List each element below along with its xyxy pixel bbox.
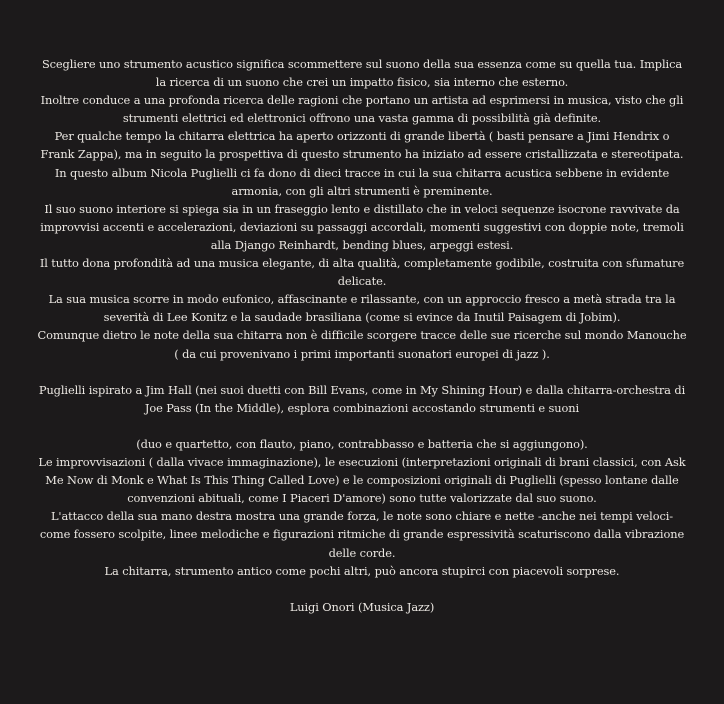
paragraph-9: Puglielli ispirato a Jim Hall (nei suoi duetti con Bill Evans, come in My Shining Hour) e dalla chitarra-orchestra di Joe Pass (In the Middle), esplora combinazioni accostando strumenti e suoni [38,382,686,415]
paragraph-10: (duo e quartetto, con flauto, piano, contrabbasso e batteria che si aggiungono). [136,436,588,451]
paragraph-spacer [37,417,687,435]
paragraph-5: Il suo suono interiore si spiega sia in un fraseggio lento e distillato che in veloci sequenze isocrone ravvivate da improvvisi accenti e accelerazioni, deviazioni su passaggi accordali, momenti suggestivi con doppie note, tremoli alla Django Reinhardt, bending blues, arpeggi estesi. [40,201,684,252]
paragraph-6: Il tutto dona profondità ad una musica elegante, di alta qualità, completamente godibile, costruita con sfumature delicate. [39,256,685,289]
paragraph-spacer [37,580,687,598]
paragraph-2: Inoltre conduce a una profonda ricerca delle ragioni che portano un artista ad esprimersi in musica, visto che gli strumenti elettrici ed elettronici offrono una vasta gamma di possibilità già definite. [40,93,684,126]
paragraph-1: Scegliere uno strumento acustico significa scommettere sul suono della sua essenza come su quella tua. Implica la ricerca di un suono che crei un impatto fisico, sia interno che esterno. [41,57,683,90]
paragraph-3: Per qualche tempo la chitarra elettrica ha aperto orizzonti di grande libertà ( basti pensare a Jimi Hendrix o Frank Zappa), ma in seguito la prospettiva di questo strumento ha iniziato ad essere cristallizzata e stereotipata. [40,129,684,162]
paragraph-11: Le improvvisazioni ( dalla vivace immaginazione), le esecuzioni (interpretazioni originali di brani classici, con Ask Me Now di Monk e What Is This Thing Called Love) e le composizioni originali di Puglielli (spesso lontane dalle convenzioni abituali, come I Piaceri D'amore) sono tutte valorizzate dal suo suono. [38,455,686,506]
paragraph-13: La chitarra, strumento antico come pochi altri, può ancora stupirci con piacevoli sorprese. [104,563,620,578]
paragraph-spacer [37,363,687,381]
paragraph-8: Comunque dietro le note della sua chitarra non è difficile scorgere tracce delle sue ricerche sul mondo Manouche ( da cui provenivano i primi importanti suonatori europei di jazz ). [37,328,687,361]
paragraph-4: In questo album Nicola Puglielli ci fa dono di dieci tracce in cui la sua chitarra acustica sebbene in evidente armonia, con gli altri strumenti è preminente. [54,165,670,198]
author-signature: Luigi Onori (Musica Jazz) [289,599,435,614]
paragraph-7: La sua musica scorre in modo eufonico, affascinante e rilassante, con un approccio fresco a metà strada tra la severità di Lee Konitz e la saudade brasiliana (come si evince da Inutil Paisagem di Jobim). [48,292,676,325]
liner-notes-text [37,55,687,616]
paragraph-12: L'attacco della sua mano destra mostra una grande forza, le note sono chiare e nette -anche nei tempi veloci- come fossero scolpite, linee melodiche e figurazioni ritmiche di grande espressività scaturiscono dalla vibrazione delle corde. [39,509,685,560]
